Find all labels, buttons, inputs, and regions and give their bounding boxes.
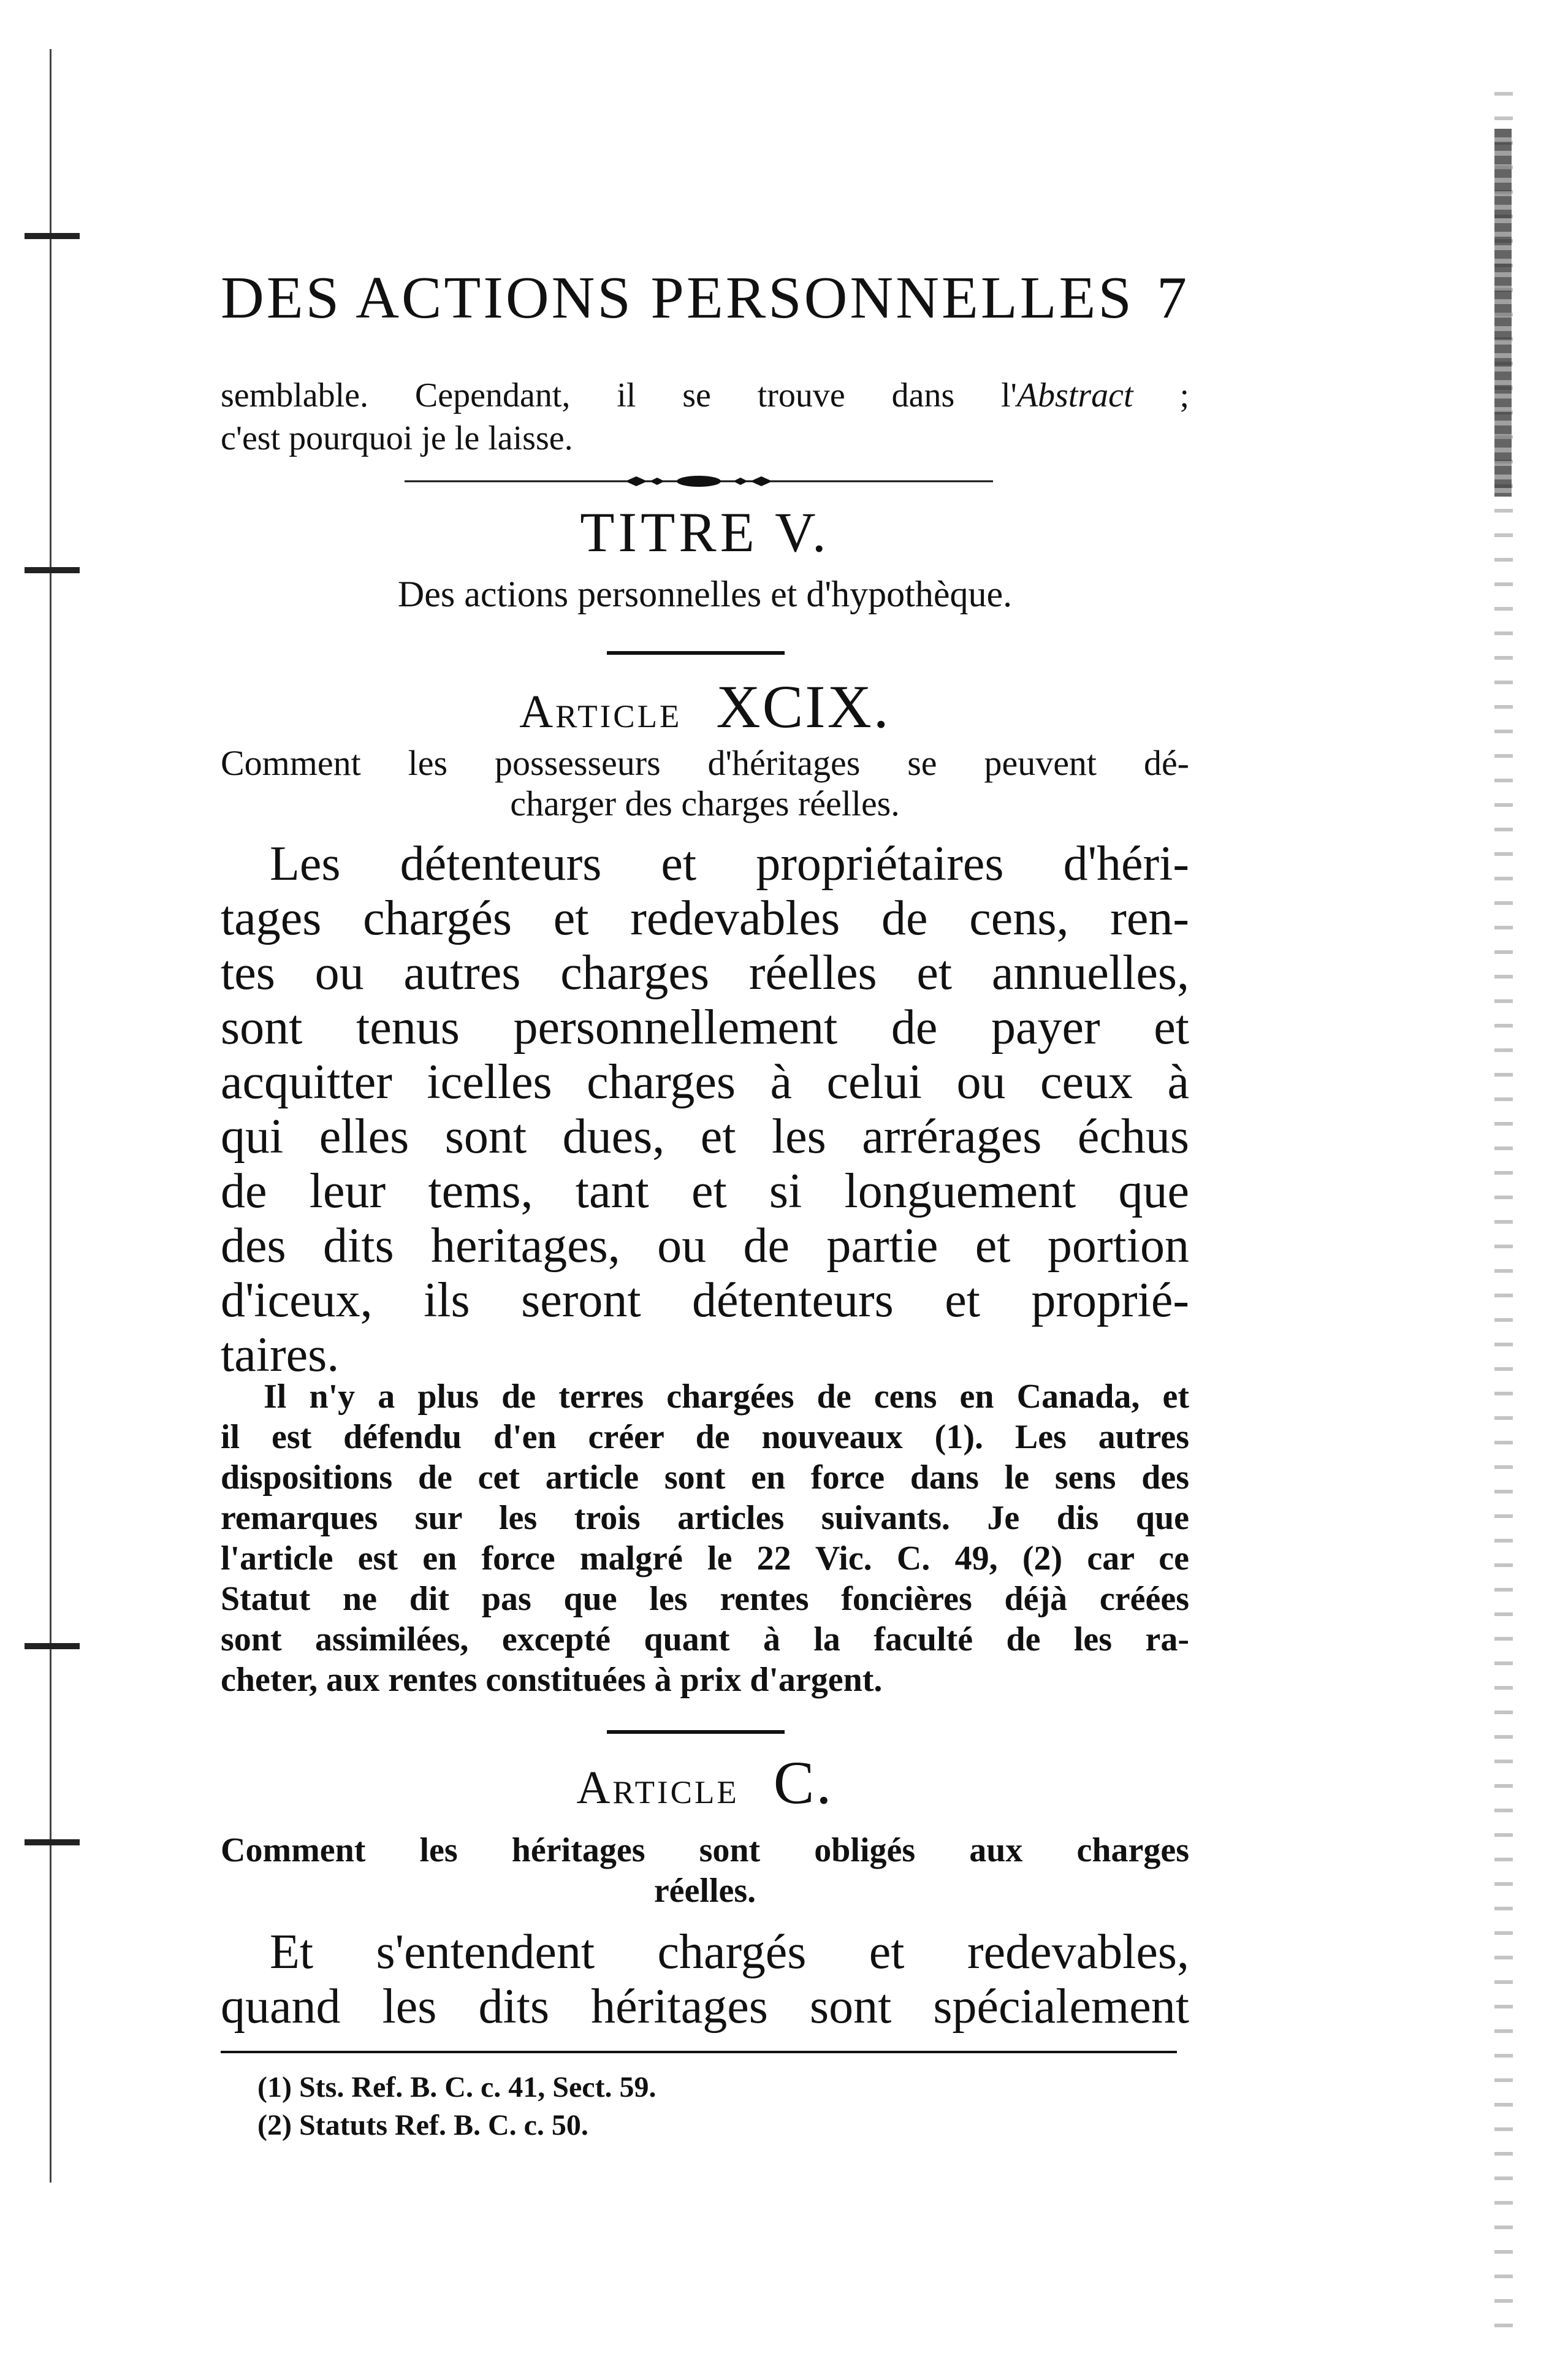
intro-paragraph — [221, 374, 1189, 460]
article-note: Il n'y a plus de terres chargées de cens en Canada, et il est défendu d'en créer de nouveaux (1). Les autres dispositions de cet article sont en force dans le sens des remarques sur les trois articles suivants. Je dis que l'article est en force malgré le 22 Vic. C. 49, (2) car ce Statut ne dit pas que les rentes foncières déjà créées sont assimilées, excepté quant à la faculté de les ra- cheter, aux rentes constituées à prix d'argent. — [221, 1378, 1189, 1699]
scan-mark — [25, 233, 80, 239]
page-number: 7 — [1157, 265, 1189, 331]
short-rule — [607, 1730, 785, 1734]
section-heading: TITRE V. — [580, 501, 830, 563]
running-head-title: DES ACTIONS PERSONNELLES — [221, 265, 1134, 331]
article-heading: Article XCIX. — [519, 673, 891, 741]
scan-mark — [25, 567, 80, 573]
text-line: semblable. Cependant, il se trouve dans l'Abstract ; — [221, 376, 1189, 414]
text-line: c'est pourquoi je le laisse. — [221, 419, 573, 457]
short-rule — [607, 651, 785, 655]
footnote: (2) Statuts Ref. B. C. c. 50. — [257, 2109, 588, 2142]
footnote-rule — [221, 2051, 1177, 2053]
footnote: (1) Sts. Ref. B. C. c. 41, Sect. 59. — [257, 2071, 657, 2103]
article-heading: Article C. — [576, 1749, 834, 1817]
scan-edge-left — [48, 49, 53, 2183]
article-description: Comment les héritages sont obligés aux charges réelles. — [221, 1831, 1189, 1910]
article-body: Et s'entendent chargés et redevables, quand les dits héritages sont spécialement — [221, 1925, 1189, 2034]
scan-mark — [25, 1643, 80, 1649]
article-body: Les détenteurs et propriétaires d'héri- tages chargés et redevables de cens, ren- tes ou autres charges réelles et annuelles, sont tenus personnellement de payer et acquitter icelles charges à celui ou ceux à qui elles sont dues, et les arrérages échus de leur tems, tant et si longuement que des dits heritages, ou de partie et portion d'iceux, ils seront détenteurs et proprié- taires. — [221, 837, 1189, 1382]
article-description: Comment les possesseurs d'héritages se peuvent dé- charger des charges réelles. — [221, 743, 1189, 823]
scan-mark — [25, 1839, 80, 1845]
ornament-divider — [405, 475, 993, 487]
section-subtitle: Des actions personnelles et d'hypothèque. — [397, 574, 1013, 614]
running-head — [221, 264, 1189, 332]
scan-edge-right-dark — [1494, 129, 1512, 497]
